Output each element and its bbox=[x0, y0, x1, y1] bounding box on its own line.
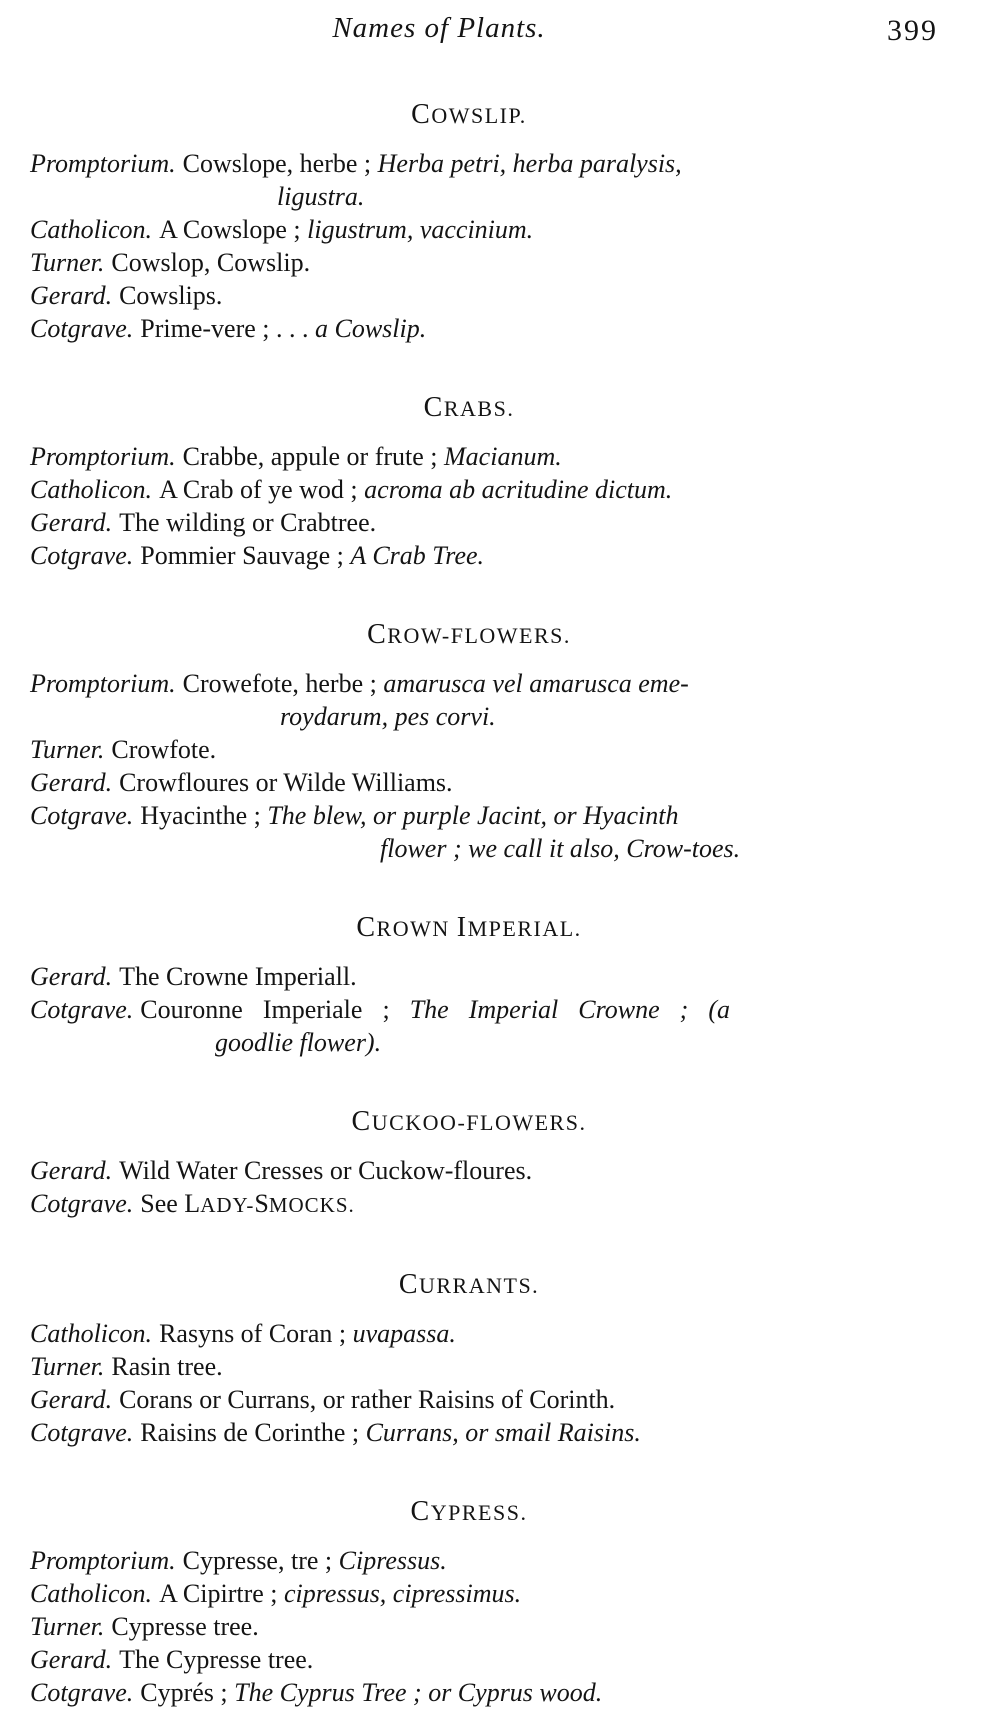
entry-text-segment: Cipressus. bbox=[338, 1546, 447, 1575]
entry-text-segment: Crowfloures or Wilde Williams. bbox=[119, 768, 453, 797]
entry-text-segment: flower ; we call it also, Crow-toes. bbox=[380, 834, 741, 863]
section bbox=[30, 391, 908, 572]
entry-author: Cotgrave. bbox=[30, 541, 134, 570]
heading-segment: RABS. bbox=[443, 396, 515, 421]
entry bbox=[30, 1154, 908, 1187]
entry-author: Turner. bbox=[30, 735, 105, 764]
entry-list bbox=[30, 1544, 908, 1709]
heading-segment: URRANTS. bbox=[419, 1273, 540, 1298]
entry-text-segment: cipressus, cipressimus. bbox=[284, 1579, 522, 1608]
entry-author: Promptorium. bbox=[30, 669, 176, 698]
entry bbox=[30, 1416, 908, 1449]
entry-text-segment: Macianum. bbox=[444, 442, 562, 471]
entry bbox=[30, 766, 908, 799]
entry-line bbox=[30, 993, 908, 1026]
entry bbox=[30, 246, 908, 279]
section bbox=[30, 618, 908, 865]
entry bbox=[30, 279, 908, 312]
entry bbox=[30, 1317, 908, 1350]
entry-line bbox=[30, 279, 908, 312]
entry-author: Promptorium. bbox=[30, 1546, 176, 1575]
entry-text-segment: Crowfote. bbox=[111, 735, 217, 764]
heading-segment: ROW-FLOWERS. bbox=[387, 623, 571, 648]
entry-line bbox=[30, 312, 908, 345]
entry-author: Gerard. bbox=[30, 768, 113, 797]
entry-text-segment: See L bbox=[140, 1189, 201, 1218]
heading-segment: ROWN bbox=[376, 916, 457, 941]
heading-segment: C bbox=[367, 619, 388, 650]
entry bbox=[30, 506, 908, 539]
entry bbox=[30, 667, 908, 733]
heading-segment: MPERIAL. bbox=[467, 916, 582, 941]
entry bbox=[30, 993, 908, 1059]
entry-line bbox=[30, 799, 908, 832]
entry bbox=[30, 539, 908, 572]
entry-line bbox=[30, 473, 908, 506]
entry-text-segment: A Crab of ye wod ; bbox=[159, 475, 365, 504]
section bbox=[30, 1495, 908, 1709]
heading-segment: YPRESS. bbox=[430, 1500, 528, 1525]
entry-author: Promptorium. bbox=[30, 149, 176, 178]
entry-text-segment: uvapassa. bbox=[352, 1319, 456, 1348]
section bbox=[30, 911, 908, 1059]
entry-text-segment: roydarum, pes corvi. bbox=[280, 702, 496, 731]
entry bbox=[30, 1610, 908, 1643]
section-heading bbox=[30, 618, 908, 653]
heading-segment: C bbox=[398, 1269, 419, 1300]
heading-segment: C bbox=[423, 392, 444, 423]
entry-text-segment: Crabbe, appule or frute ; bbox=[182, 442, 445, 471]
heading-segment: C bbox=[356, 912, 377, 943]
entry-text-segment: Rasin tree. bbox=[111, 1352, 223, 1381]
entry-line bbox=[30, 667, 908, 700]
entry bbox=[30, 799, 908, 865]
section-heading bbox=[30, 1105, 908, 1140]
entry bbox=[30, 440, 908, 473]
entry-line bbox=[30, 1383, 908, 1416]
entry-author: Gerard. bbox=[30, 1156, 113, 1185]
heading-segment: OWSLIP. bbox=[431, 103, 527, 128]
entry-text-segment: Currans, or smail Raisins. bbox=[365, 1418, 641, 1447]
entry-author: Cotgrave. bbox=[30, 1418, 134, 1447]
entry-text-segment: Cowslope, herbe ; bbox=[182, 149, 378, 178]
section bbox=[30, 1105, 908, 1222]
section bbox=[30, 98, 908, 345]
entry-author: Gerard. bbox=[30, 1385, 113, 1414]
heading-segment: C bbox=[351, 1106, 372, 1137]
entry-text-segment: Prime-vere ; . . . bbox=[140, 314, 315, 343]
entry-line bbox=[30, 147, 908, 180]
entry-text-segment: A Cowslope ; bbox=[159, 215, 308, 244]
entry-line bbox=[30, 1154, 908, 1187]
entry-line bbox=[30, 213, 908, 246]
entry bbox=[30, 1577, 908, 1610]
entry-list bbox=[30, 1154, 908, 1222]
entry-line bbox=[30, 1416, 908, 1449]
section-heading bbox=[30, 98, 908, 133]
entry-text-segment: Cowslop, Cowslip. bbox=[111, 248, 311, 277]
entry-line bbox=[30, 1544, 908, 1577]
entry bbox=[30, 1676, 908, 1709]
entry bbox=[30, 1643, 908, 1676]
entry-list bbox=[30, 667, 908, 865]
entry-text-segment: Herba petri, herba paralysis, bbox=[377, 149, 682, 178]
entry bbox=[30, 733, 908, 766]
entry-author: Cotgrave. bbox=[30, 314, 134, 343]
entry-author: Cotgrave. bbox=[30, 1678, 134, 1707]
heading-segment: I bbox=[456, 912, 468, 943]
entry-text-segment: Corans or Currans, or rather Raisins of Corinth. bbox=[119, 1385, 616, 1414]
entry-author: Catholicon. bbox=[30, 1319, 153, 1348]
entry-line bbox=[215, 1026, 908, 1059]
entry-text-segment: acroma ab acritudine dictum. bbox=[364, 475, 673, 504]
sections-root bbox=[30, 98, 908, 1709]
entry-text-segment: Cypresse, tre ; bbox=[182, 1546, 339, 1575]
entry-text-segment: goodlie flower). bbox=[215, 1028, 382, 1057]
entry-text-segment: ADY- bbox=[200, 1193, 255, 1217]
entry-text-segment: Rasyns of Coran ; bbox=[159, 1319, 353, 1348]
heading-segment: C bbox=[410, 1496, 431, 1527]
entry-text-segment: The Crowne Imperiall. bbox=[119, 962, 357, 991]
entry-text-segment: The wilding or Crabtree. bbox=[119, 508, 377, 537]
entry-author: Gerard. bbox=[30, 1645, 113, 1674]
entry bbox=[30, 147, 908, 213]
entry-author: Turner. bbox=[30, 248, 105, 277]
entry-list bbox=[30, 440, 908, 572]
entry bbox=[30, 960, 908, 993]
entry-text-segment: S bbox=[254, 1189, 269, 1218]
entry-author: Catholicon. bbox=[30, 215, 153, 244]
entry bbox=[30, 1350, 908, 1383]
entry-line bbox=[30, 1187, 908, 1222]
entry-line bbox=[30, 766, 908, 799]
entry-author: Catholicon. bbox=[30, 1579, 153, 1608]
entry-line bbox=[280, 700, 908, 733]
entry-author: Cotgrave. bbox=[30, 1189, 134, 1218]
entry-list bbox=[30, 147, 908, 345]
entry-text-segment: amarusca vel amarusca eme- bbox=[383, 669, 689, 698]
entry-line bbox=[30, 1643, 908, 1676]
entry-line bbox=[30, 1350, 908, 1383]
entry bbox=[30, 1383, 908, 1416]
entry-author: Gerard. bbox=[30, 508, 113, 537]
running-header bbox=[30, 12, 938, 52]
entry-text-segment: Raisins de Corinthe ; bbox=[140, 1418, 366, 1447]
page-title: Names of Plants. bbox=[332, 12, 546, 44]
entry-line bbox=[30, 539, 908, 572]
entry-text-segment: The Imperial Crowne ; (a bbox=[409, 995, 731, 1024]
entry-author: Cotgrave. bbox=[30, 995, 134, 1024]
entry-text-segment: A Crab Tree. bbox=[350, 541, 485, 570]
entry-text-segment: Hyacinthe ; bbox=[140, 801, 268, 830]
entry-line bbox=[30, 733, 908, 766]
entry-text-segment: Wild Water Cresses or Cuckow-floures. bbox=[119, 1156, 533, 1185]
section-heading bbox=[30, 911, 908, 946]
section-heading bbox=[30, 391, 908, 426]
entry-author: Turner. bbox=[30, 1612, 105, 1641]
entry-line bbox=[30, 1317, 908, 1350]
entry-line bbox=[30, 246, 908, 279]
entry-line bbox=[30, 440, 908, 473]
section-heading bbox=[30, 1495, 908, 1530]
entry bbox=[30, 1544, 908, 1577]
section bbox=[30, 1268, 908, 1449]
entry-text-segment: Crowefote, herbe ; bbox=[182, 669, 384, 698]
page-number: 399 bbox=[887, 14, 938, 47]
entry-text-segment: Cypresse tree. bbox=[111, 1612, 259, 1641]
entry bbox=[30, 473, 908, 506]
entry-text-segment: ligustra. bbox=[277, 182, 365, 211]
entry-line bbox=[30, 1610, 908, 1643]
entry-text-segment: MOCKS. bbox=[268, 1193, 355, 1217]
entry-text-segment: ligustrum, vaccinium. bbox=[307, 215, 534, 244]
entry-list bbox=[30, 960, 908, 1059]
entry-line bbox=[277, 180, 908, 213]
entry-text-segment: Pommier Sauvage ; bbox=[140, 541, 351, 570]
entry-text-segment: a Cowslip. bbox=[315, 314, 427, 343]
entry-text-segment: The Cypresse tree. bbox=[119, 1645, 314, 1674]
entry bbox=[30, 1187, 908, 1222]
entry-line bbox=[30, 506, 908, 539]
entry-line bbox=[380, 832, 908, 865]
entry-line bbox=[30, 1577, 908, 1610]
heading-segment: UCKOO-FLOWERS. bbox=[371, 1110, 587, 1135]
entry-author: Gerard. bbox=[30, 962, 113, 991]
entry-list bbox=[30, 1317, 908, 1449]
entry-line bbox=[30, 960, 908, 993]
entry-author: Cotgrave. bbox=[30, 801, 134, 830]
entry bbox=[30, 213, 908, 246]
entry-author: Turner. bbox=[30, 1352, 105, 1381]
section-heading bbox=[30, 1268, 908, 1303]
entry-text-segment: A Cipirtre ; bbox=[159, 1579, 284, 1608]
entry-text-segment: Cyprés ; bbox=[140, 1678, 235, 1707]
entry-text-segment: The Cyprus Tree ; or Cyprus wood. bbox=[234, 1678, 603, 1707]
entry-line bbox=[30, 1676, 908, 1709]
entry-author: Promptorium. bbox=[30, 442, 176, 471]
entry-text-segment: Couronne Imperiale ; bbox=[140, 995, 410, 1024]
entry bbox=[30, 312, 908, 345]
heading-segment: C bbox=[411, 99, 432, 130]
entry-text-segment: Cowslips. bbox=[119, 281, 223, 310]
entry-author: Catholicon. bbox=[30, 475, 153, 504]
entry-text-segment: The blew, or purple Jacint, or Hyacinth bbox=[267, 801, 679, 830]
entry-author: Gerard. bbox=[30, 281, 113, 310]
